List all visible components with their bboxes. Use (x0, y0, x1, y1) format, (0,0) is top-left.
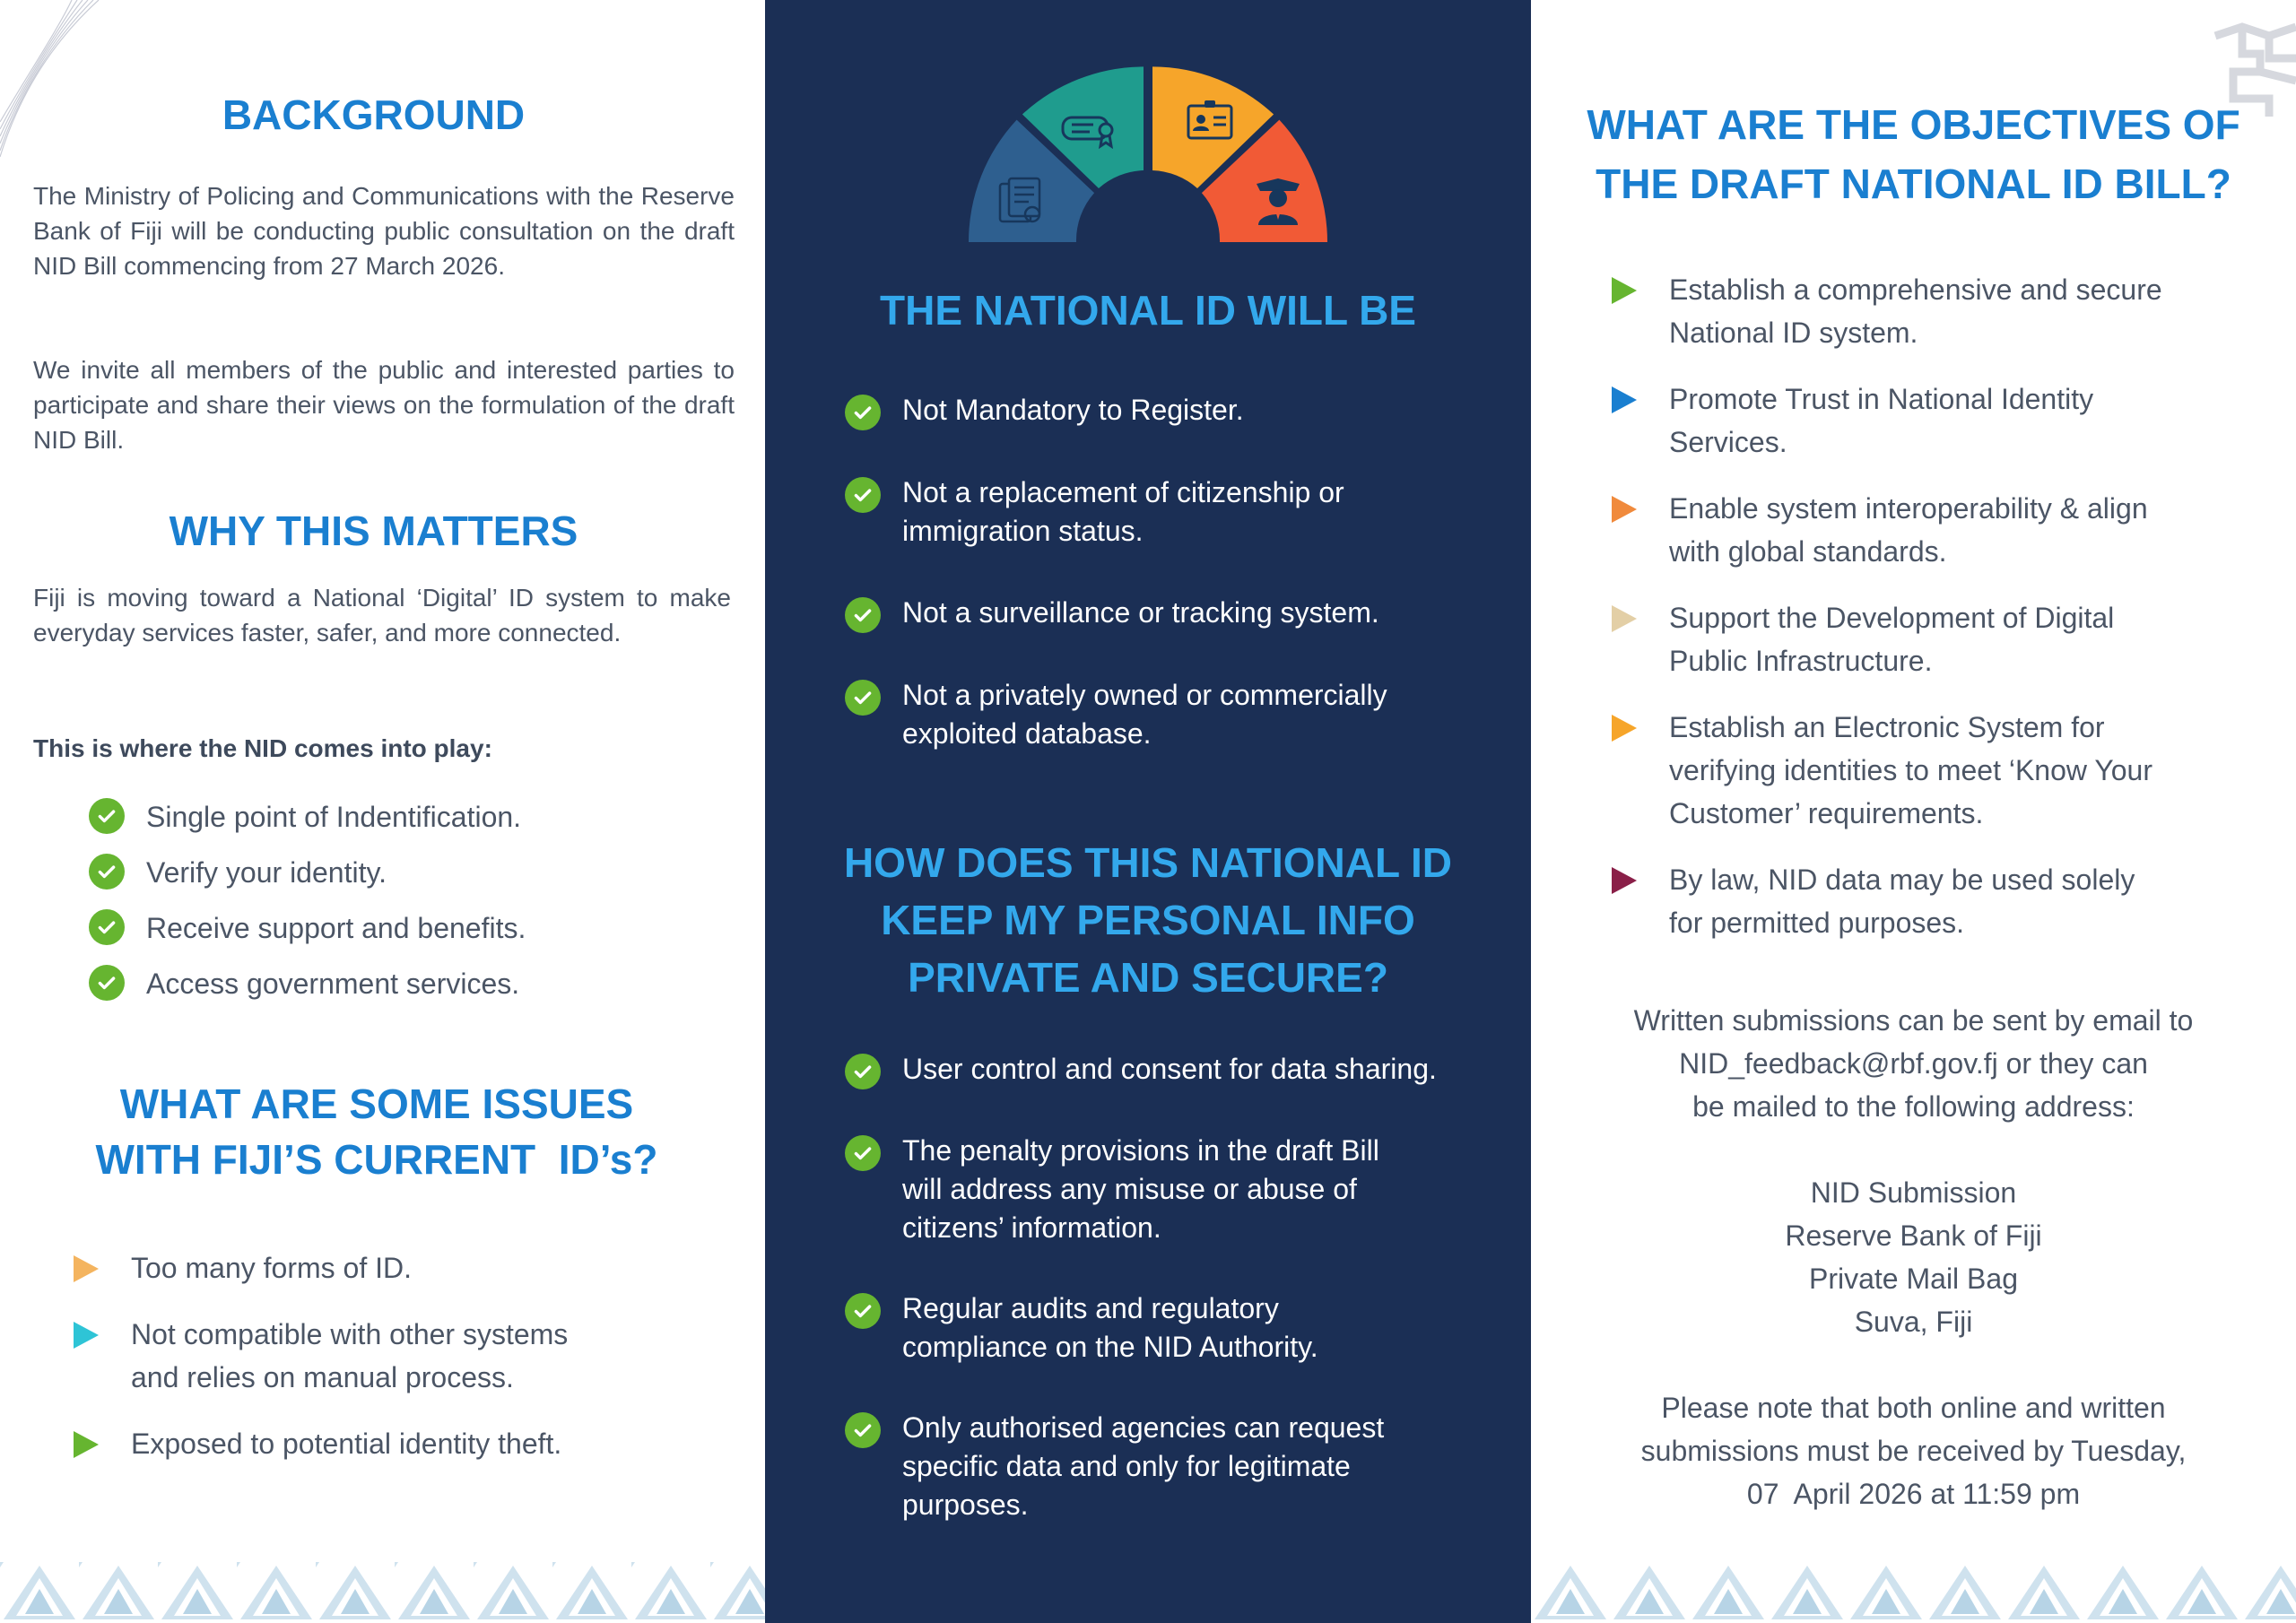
will-be-line1: Not a replacement of citizenship or (902, 476, 1344, 508)
nid-benefits-list (89, 798, 526, 1020)
privacy-line1: Only authorised agencies can request (902, 1411, 1385, 1444)
objectives-title-line1: WHAT ARE THE OBJECTIVES OF (1587, 101, 2240, 148)
check-icon (845, 1412, 881, 1448)
deadline-note (1531, 1386, 2296, 1515)
address-line3: Private Mail Bag (1809, 1263, 2018, 1295)
list-item (74, 1313, 568, 1399)
objective-line1: Establish a comprehensive and secure (1669, 273, 2162, 306)
list-item (74, 1422, 568, 1465)
objectives-title (1531, 95, 2296, 213)
objective-line2: Public Infrastructure. (1669, 645, 1933, 677)
private-title-line1: HOW DOES THIS NATIONAL ID (843, 839, 1453, 886)
objective-line2: Services. (1669, 426, 1787, 458)
will-be-line1: Not Mandatory to Register. (902, 394, 1244, 426)
triangle-bullet-icon (1612, 386, 1637, 413)
list-item (89, 909, 526, 948)
privacy-line3: citizens’ information. (902, 1211, 1161, 1244)
private-title-line2: KEEP MY PERSONAL INFO (881, 897, 1415, 943)
check-icon (845, 1135, 881, 1171)
list-item (1612, 706, 2162, 835)
check-icon (845, 597, 881, 633)
list-item (845, 1132, 1437, 1247)
issue-line1: Exposed to potential identity theft. (131, 1428, 562, 1460)
national-id-will-be-title: THE NATIONAL ID WILL BE (880, 287, 1416, 334)
list-item (89, 965, 526, 1003)
objective-line1: Establish an Electronic System for (1669, 711, 2105, 743)
list-item (845, 676, 1387, 753)
objective-line2: verifying identities to meet ‘Know Your (1669, 754, 2152, 786)
national-id-arc-graphic (964, 63, 1332, 247)
will-be-line1: Not a surveillance or tracking system. (902, 596, 1379, 629)
background-title: BACKGROUND (222, 91, 526, 138)
list-item (89, 798, 526, 837)
list-item (1612, 268, 2162, 354)
private-secure-title (765, 834, 1531, 1006)
objective-line1: Promote Trust in National Identity (1669, 383, 2094, 415)
right-panel (1531, 0, 2296, 1623)
list-item (845, 1050, 1437, 1089)
list-item (1612, 858, 2162, 944)
issue-line1: Not compatible with other systems (131, 1318, 569, 1350)
triangle-bullet-icon (74, 1255, 99, 1282)
list-item-text: Access government services. (146, 968, 520, 1000)
privacy-line1: User control and consent for data sharing. (902, 1053, 1437, 1085)
privacy-line2: compliance on the NID Authority. (902, 1331, 1318, 1363)
triangle-bullet-icon (1612, 715, 1637, 742)
privacy-line1: Regular audits and regulatory (902, 1292, 1279, 1324)
check-icon (89, 909, 125, 945)
issues-title-line2: WITH FIJI’S CURRENT ID’s? (95, 1136, 658, 1183)
triangle-bullet-icon (1612, 867, 1637, 894)
list-item (845, 473, 1387, 551)
issues-list (74, 1246, 568, 1465)
list-item (845, 594, 1387, 633)
objective-line1: By law, NID data may be used solely (1669, 864, 2135, 896)
triangle-bullet-icon (74, 1322, 99, 1349)
why-matters-paragraph: Fiji is moving toward a National ‘Digital’ ID system to make everyday services faster, safer, and more connected. (33, 584, 731, 647)
list-item (74, 1246, 568, 1289)
list-item (1612, 378, 2162, 464)
triangle-bullet-icon (1612, 605, 1637, 632)
corner-swoosh-decoration (0, 0, 108, 170)
objective-line3: Customer’ requirements. (1669, 797, 1984, 829)
objective-line2: National ID system. (1669, 317, 1918, 349)
check-icon (845, 477, 881, 513)
privacy-line1: The penalty provisions in the draft Bill (902, 1134, 1379, 1167)
check-icon (89, 854, 125, 890)
list-item (845, 391, 1387, 430)
issues-title (36, 1076, 718, 1187)
issues-title-line1: WHAT ARE SOME ISSUES (119, 1081, 634, 1127)
check-icon (845, 395, 881, 430)
list-item (1612, 596, 2162, 682)
will-be-list (845, 391, 1387, 753)
submissions-line2: NID_feedback@rbf.gov.fj or they can (1679, 1047, 2148, 1080)
deadline-line2: submissions must be received by Tuesday, (1640, 1435, 2187, 1467)
background-paragraph-2: We invite all members of the public and interested parties to participate and share their views on the formulation of the draft NID Bill. (33, 356, 735, 454)
why-matters-title: WHY THIS MATTERS (169, 508, 578, 554)
will-be-line1: Not a privately owned or commercially (902, 679, 1387, 711)
objective-line1: Enable system interoperability & align (1669, 492, 2148, 525)
objectives-title-line2: THE DRAFT NATIONAL ID BILL? (1596, 161, 2231, 207)
triangle-bullet-icon (74, 1431, 99, 1458)
check-icon (845, 1293, 881, 1329)
will-be-line2: immigration status. (902, 515, 1144, 547)
submissions-line1: Written submissions can be sent by email to (1633, 1004, 2194, 1037)
privacy-list (845, 1050, 1437, 1524)
list-item-text: Single point of Indentification. (146, 801, 522, 833)
bottom-pattern-decoration (1531, 1562, 2296, 1623)
will-be-line2: exploited database. (902, 717, 1152, 750)
submissions-info (1531, 999, 2296, 1128)
issue-line2: and relies on manual process. (131, 1361, 514, 1393)
check-icon (89, 965, 125, 1001)
objectives-list (1612, 268, 2162, 944)
submissions-line3: be mailed to the following address: (1692, 1090, 2135, 1123)
privacy-line2: will address any misuse or abuse of (902, 1173, 1357, 1205)
list-item (845, 1409, 1437, 1524)
address-line1: NID Submission (1810, 1176, 2017, 1209)
list-item (845, 1289, 1437, 1367)
issue-line1: Too many forms of ID. (131, 1252, 412, 1284)
list-item-text: Receive support and benefits. (146, 912, 526, 944)
nid-lead-text: This is where the NID comes into play: (33, 734, 492, 762)
check-icon (845, 680, 881, 716)
check-icon (845, 1054, 881, 1089)
objective-line2: for permitted purposes. (1669, 907, 1965, 939)
left-panel (0, 0, 765, 1623)
mailing-address (1531, 1171, 2296, 1343)
list-item (89, 854, 526, 892)
bottom-pattern-decoration (0, 1562, 765, 1623)
deadline-line1: Please note that both online and written (1661, 1392, 2166, 1424)
triangle-bullet-icon (1612, 277, 1637, 304)
background-paragraph-1: The Ministry of Policing and Communications with the Reserve Bank of Fiji will be conducting public consultation on the draft NID Bill commencing from 27 March 2026. (33, 182, 735, 280)
address-line2: Reserve Bank of Fiji (1785, 1219, 2042, 1252)
deadline-line3: 07 April 2026 at 11:59 pm (1746, 1478, 2081, 1510)
check-icon (89, 798, 125, 834)
privacy-line3: purposes. (902, 1488, 1029, 1521)
address-line4: Suva, Fiji (1854, 1306, 1973, 1338)
list-item (1612, 487, 2162, 573)
objective-line1: Support the Development of Digital (1669, 602, 2115, 634)
objective-line2: with global standards. (1669, 535, 1947, 568)
list-item-text: Verify your identity. (146, 856, 387, 889)
private-title-line3: PRIVATE AND SECURE? (908, 954, 1388, 1001)
middle-panel (765, 0, 1531, 1623)
triangle-bullet-icon (1612, 496, 1637, 523)
privacy-line2: specific data and only for legitimate (902, 1450, 1351, 1482)
